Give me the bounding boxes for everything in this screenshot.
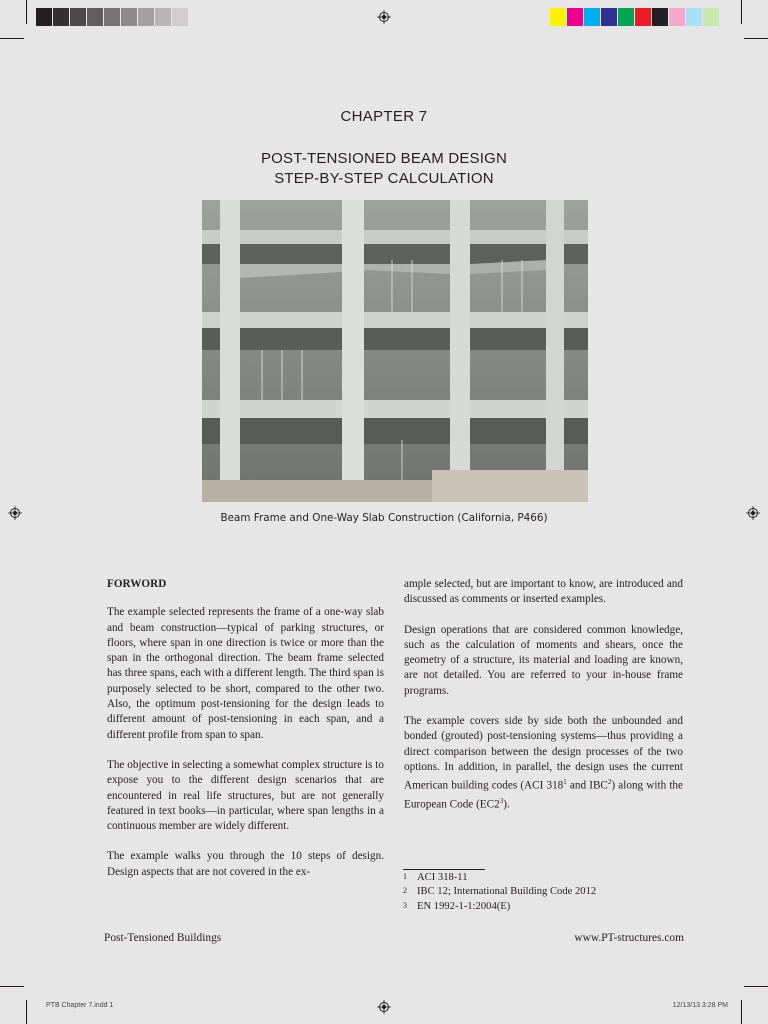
color-swatch: [601, 8, 618, 26]
footnote-rule: [403, 869, 485, 870]
paragraph: Design operations that are considered common knowledge, such as the calculation of moments and shears, once the geometry of a structure, its material and loading are known, are not detailed. You are referred to your in-house frame programs.: [404, 623, 683, 697]
color-swatch: [104, 8, 121, 26]
color-swatch: [70, 8, 87, 26]
crop-mark: [741, 1000, 742, 1024]
footnote: $^3$ EN 1992-1-1:2004(E): [403, 901, 511, 912]
footer-book-title: Post-Tensioned Buildings: [104, 932, 222, 944]
grayscale-color-bar: [36, 8, 206, 26]
color-swatch: [189, 8, 206, 26]
chapter-title-line-2: STEP-BY-STEP CALCULATION: [274, 170, 494, 187]
color-swatch: [36, 8, 53, 26]
crop-mark: [741, 0, 742, 24]
construction-photo: [202, 200, 588, 502]
paragraph: The objective in selecting a somewhat complex structure is to expose you to the different design scenarios that are encountered in real life structures, but are not generally featured in text books—in particular, where span lengths in a continuous member are widely different.: [107, 758, 384, 833]
color-swatch: [686, 8, 703, 26]
paragraph: The example covers side by side both the unbounded and bonded (grouted) post-tensioning systems—thus providing a direct comparison between the design processes of the two options. In addition, in parallel, the design uses the current American building codes (ACI $318^1$ and IBC$^2$) along with the European Code $(EC2^3)$.: [404, 715, 683, 812]
color-swatch: [652, 8, 669, 26]
section-heading: FORWORD: [107, 578, 167, 590]
crop-mark: [26, 1000, 27, 1024]
crop-mark: [0, 38, 24, 39]
crop-mark: [0, 986, 24, 987]
paragraph: The example selected represents the frame of a one-way slab and beam construction—typical of parking structures, or floors, where span in one direction is twice or more than the span in the orthogonal direction. The beam frame selected has three spans, each with a different length. The third span is purposely selected to be short, compared to the other two. Also, the optimum post-tensioning for the design leads to different amount of post-tensioning in each span, and a different profile from span to span.: [107, 606, 384, 741]
slug-datetime: 12/13/13 3:28 PM: [672, 1002, 728, 1009]
color-swatch: [703, 8, 720, 26]
registration-mark-icon: [377, 1000, 391, 1014]
color-swatch: [635, 8, 652, 26]
chapter-number: CHAPTER 7: [340, 108, 428, 125]
color-swatch: [584, 8, 601, 26]
color-swatch: [567, 8, 584, 26]
color-swatch: [87, 8, 104, 26]
color-swatch: [53, 8, 70, 26]
color-swatch: [550, 8, 567, 26]
process-color-bar: [550, 8, 720, 26]
color-swatch: [618, 8, 635, 26]
photo-caption: Beam Frame and One-Way Slab Construction (California, P466): [220, 512, 548, 524]
crop-mark: [744, 38, 768, 39]
footnote: $^2$ IBC 12; International Building Code 2012: [403, 886, 597, 897]
chapter-title-line-1: POST-TENSIONED BEAM DESIGN: [260, 150, 508, 167]
color-swatch: [669, 8, 686, 26]
slug-filename: PTB Chapter 7.indd 1: [46, 1002, 114, 1009]
crop-mark: [26, 0, 27, 24]
footer-website-link[interactable]: www.PT-structures.com: [574, 932, 684, 944]
footnote: $^1$ ACI 318-11: [403, 872, 468, 883]
registration-mark-icon: [377, 10, 391, 24]
left-column: [107, 577, 384, 895]
right-column: [404, 577, 683, 828]
paragraph: The example walks you through the 10 steps of design. Design aspects that are not covered in the ex-: [107, 850, 384, 878]
color-swatch: [138, 8, 155, 26]
crop-mark: [744, 986, 768, 987]
color-swatch: [155, 8, 172, 26]
color-swatch: [172, 8, 189, 26]
paragraph: ample selected, but are important to know, are introduced and discussed as comments or inserted examples.: [404, 578, 683, 606]
color-swatch: [121, 8, 138, 26]
